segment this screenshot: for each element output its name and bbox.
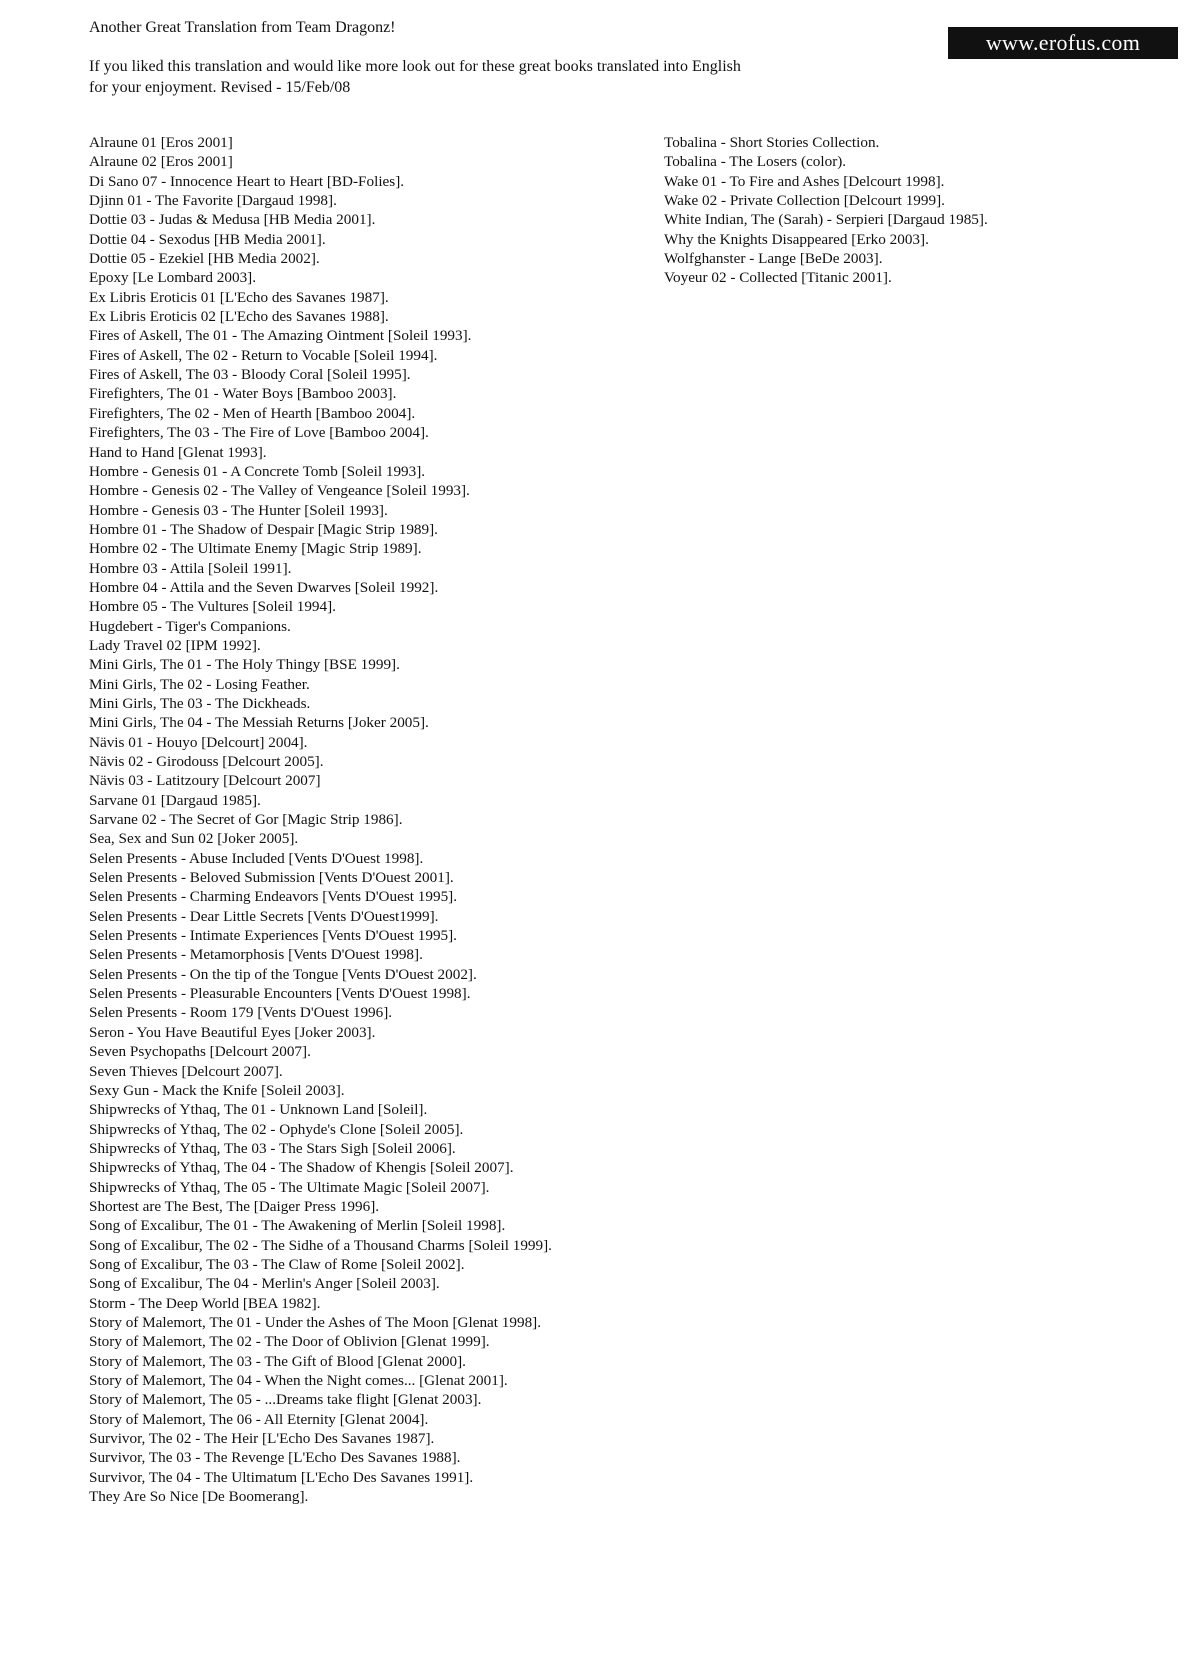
book-list-item: Hugdebert - Tiger's Companions. [89,617,291,635]
book-list-item: Hombre 04 - Attila and the Seven Dwarves [Soleil 1992]. [89,578,439,596]
book-list-item: Survivor, The 02 - The Heir [L'Echo Des Savanes 1987]. [89,1430,435,1448]
book-list-item: Lady Travel 02 [IPM 1992]. [89,636,261,654]
book-list-item: Why the Knights Disappeared [Erko 2003]. [664,230,929,248]
book-list-item: Sarvane 02 - The Secret of Gor [Magic Strip 1986]. [89,811,403,829]
book-list-item: Story of Malemort, The 06 - All Eternity [Glenat 2004]. [89,1410,429,1428]
book-list-item: Voyeur 02 - Collected [Titanic 2001]. [664,269,892,287]
book-list-item: Story of Malemort, The 02 - The Door of Oblivion [Glenat 1999]. [89,1333,490,1351]
book-list-item: Nävis 03 - Latitzoury [Delcourt 2007] [89,772,321,790]
book-list-item: Story of Malemort, The 03 - The Gift of Blood [Glenat 2000]. [89,1352,466,1370]
book-list-item: Hombre 02 - The Ultimate Enemy [Magic Strip 1989]. [89,540,422,558]
book-list-item: Wake 02 - Private Collection [Delcourt 1999]. [664,192,945,210]
book-list-item: Survivor, The 04 - The Ultimatum [L'Echo Des Savanes 1991]. [89,1468,474,1486]
book-list-item: Selen Presents - Dear Little Secrets [Vents D'Ouest1999]. [89,907,439,925]
book-list-item: Selen Presents - Metamorphosis [Vents D'Ouest 1998]. [89,946,423,964]
book-list-item: Mini Girls, The 02 - Losing Feather. [89,675,310,693]
book-list-item: Seven Thieves [Delcourt 2007]. [89,1062,283,1080]
book-list-item: Seven Psychopaths [Delcourt 2007]. [89,1043,311,1061]
book-list-item: Mini Girls, The 03 - The Dickheads. [89,694,311,712]
book-list-item: Dottie 03 - Judas & Medusa [HB Media 2001]. [89,211,376,229]
book-list-item: Story of Malemort, The 01 - Under the Ashes of The Moon [Glenat 1998]. [89,1313,542,1331]
book-list-item: Alraune 01 [Eros 2001] [89,134,233,151]
book-list-item: Djinn 01 - The Favorite [Dargaud 1998]. [89,192,337,210]
book-list-item: Shipwrecks of Ythaq, The 01 - Unknown Land [Soleil]. [89,1101,428,1119]
book-list-item: Dottie 04 - Sexodus [HB Media 2001]. [89,230,326,248]
book-list-item: Hombre - Genesis 01 - A Concrete Tomb [Soleil 1993]. [89,462,426,480]
book-list-item: Firefighters, The 03 - The Fire of Love [Bamboo 2004]. [89,424,429,442]
book-list-item: Epoxy [Le Lombard 2003]. [89,269,257,287]
book-list-item: Sexy Gun - Mack the Knife [Soleil 2003]. [89,1081,345,1099]
book-list-item: Story of Malemort, The 05 - ...Dreams take flight [Glenat 2003]. [89,1391,482,1409]
book-list-item: Fires of Askell, The 02 - Return to Vocable [Soleil 1994]. [89,346,438,364]
book-list-item: Nävis 01 - Houyo [Delcourt] 2004]. [89,733,308,751]
book-list-item: Selen Presents - Abuse Included [Vents D'Ouest 1998]. [89,849,424,867]
book-list-item: Wolfghanster - Lange [BeDe 2003]. [664,250,883,268]
book-list-item: Shortest are The Best, The [Daiger Press 1996]. [89,1197,380,1215]
book-list-item: Dottie 05 - Ezekiel [HB Media 2002]. [89,250,320,268]
site-watermark: www.erofus.com [948,27,1178,59]
book-list-item: Mini Girls, The 04 - The Messiah Returns [Joker 2005]. [89,714,429,732]
book-list-item: Hombre 01 - The Shadow of Despair [Magic Strip 1989]. [89,520,438,538]
book-list-item: Tobalina - Short Stories Collection. [664,134,880,151]
book-list-item: Song of Excalibur, The 01 - The Awakening of Merlin [Soleil 1998]. [89,1217,506,1235]
book-list-item: Di Sano 07 - Innocence Heart to Heart [BD-Folies]. [89,172,405,190]
book-list-item: Hombre - Genesis 03 - The Hunter [Soleil 1993]. [89,501,388,519]
book-list-item: Selen Presents - Beloved Submission [Vents D'Ouest 2001]. [89,869,454,887]
book-list-item: Hombre 05 - The Vultures [Soleil 1994]. [89,598,336,616]
book-list-item: Song of Excalibur, The 02 - The Sidhe of a Thousand Charms [Soleil 1999]. [89,1236,552,1254]
book-list-item: Sea, Sex and Sun 02 [Joker 2005]. [89,830,299,848]
book-list-item: Firefighters, The 01 - Water Boys [Bamboo 2003]. [89,385,397,403]
book-list-item: White Indian, The (Sarah) - Serpieri [Dargaud 1985]. [664,211,988,229]
book-list-left-column [89,133,552,1506]
book-list-item: Fires of Askell, The 03 - Bloody Coral [Soleil 1995]. [89,366,411,384]
book-list-item: Shipwrecks of Ythaq, The 04 - The Shadow of Khengis [Soleil 2007]. [89,1159,514,1177]
book-list-item: Story of Malemort, The 04 - When the Night comes... [Glenat 2001]. [89,1372,508,1389]
book-list-item: Alraune 02 [Eros 2001] [89,153,233,171]
book-list-item: Storm - The Deep World [BEA 1982]. [89,1294,321,1312]
book-list-item: Seron - You Have Beautiful Eyes [Joker 2003]. [89,1023,376,1041]
book-list-item: Selen Presents - Intimate Experiences [Vents D'Ouest 1995]. [89,927,457,945]
book-list-item: Fires of Askell, The 01 - The Amazing Ointment [Soleil 1993]. [89,327,472,345]
book-list-item: Selen Presents - Charming Endeavors [Vents D'Ouest 1995]. [89,888,458,906]
book-list-item: Hombre - Genesis 02 - The Valley of Vengeance [Soleil 1993]. [89,482,470,500]
book-list-item: Shipwrecks of Ythaq, The 02 - Ophyde's Clone [Soleil 2005]. [89,1120,464,1138]
book-list-item: Shipwrecks of Ythaq, The 03 - The Stars Sigh [Soleil 2006]. [89,1139,456,1157]
book-list-item: They Are So Nice [De Boomerang]. [89,1488,309,1506]
book-list-right-column [664,133,988,288]
book-list-item: Tobalina - The Losers (color). [664,153,847,171]
book-list-item: Ex Libris Eroticis 01 [L'Echo des Savanes 1987]. [89,288,389,306]
book-list-item: Wake 01 - To Fire and Ashes [Delcourt 1998]. [664,172,945,190]
book-list-item: Mini Girls, The 01 - The Holy Thingy [BSE 1999]. [89,656,400,674]
intro-text-line-2: for your enjoyment. Revised - 15/Feb/08 [89,79,351,96]
book-list-item: Song of Excalibur, The 03 - The Claw of Rome [Soleil 2002]. [89,1255,465,1273]
page-title: Another Great Translation from Team Dragonz! [89,19,396,36]
book-list-item: Song of Excalibur, The 04 - Merlin's Anger [Soleil 2003]. [89,1275,440,1293]
book-list-item: Hombre 03 - Attila [Soleil 1991]. [89,559,292,577]
book-list-item: Selen Presents - Room 179 [Vents D'Ouest 1996]. [89,1004,393,1022]
book-list-item: Selen Presents - On the tip of the Tongue [Vents D'Ouest 2002]. [89,965,477,983]
intro-text-line-1: If you liked this translation and would like more look out for these great books translated into English [89,58,741,75]
book-list-item: Selen Presents - Pleasurable Encounters [Vents D'Ouest 1998]. [89,985,471,1003]
book-list-item: Shipwrecks of Ythaq, The 05 - The Ultimate Magic [Soleil 2007]. [89,1178,490,1196]
book-list-item: Sarvane 01 [Dargaud 1985]. [89,791,261,809]
book-list-item: Nävis 02 - Girodouss [Delcourt 2005]. [89,753,324,770]
book-list-item: Ex Libris Eroticis 02 [L'Echo des Savanes 1988]. [89,308,389,326]
book-list-item: Hand to Hand [Glenat 1993]. [89,443,267,461]
book-list-item: Survivor, The 03 - The Revenge [L'Echo Des Savanes 1988]. [89,1449,461,1467]
book-list-item: Firefighters, The 02 - Men of Hearth [Bamboo 2004]. [89,404,416,422]
